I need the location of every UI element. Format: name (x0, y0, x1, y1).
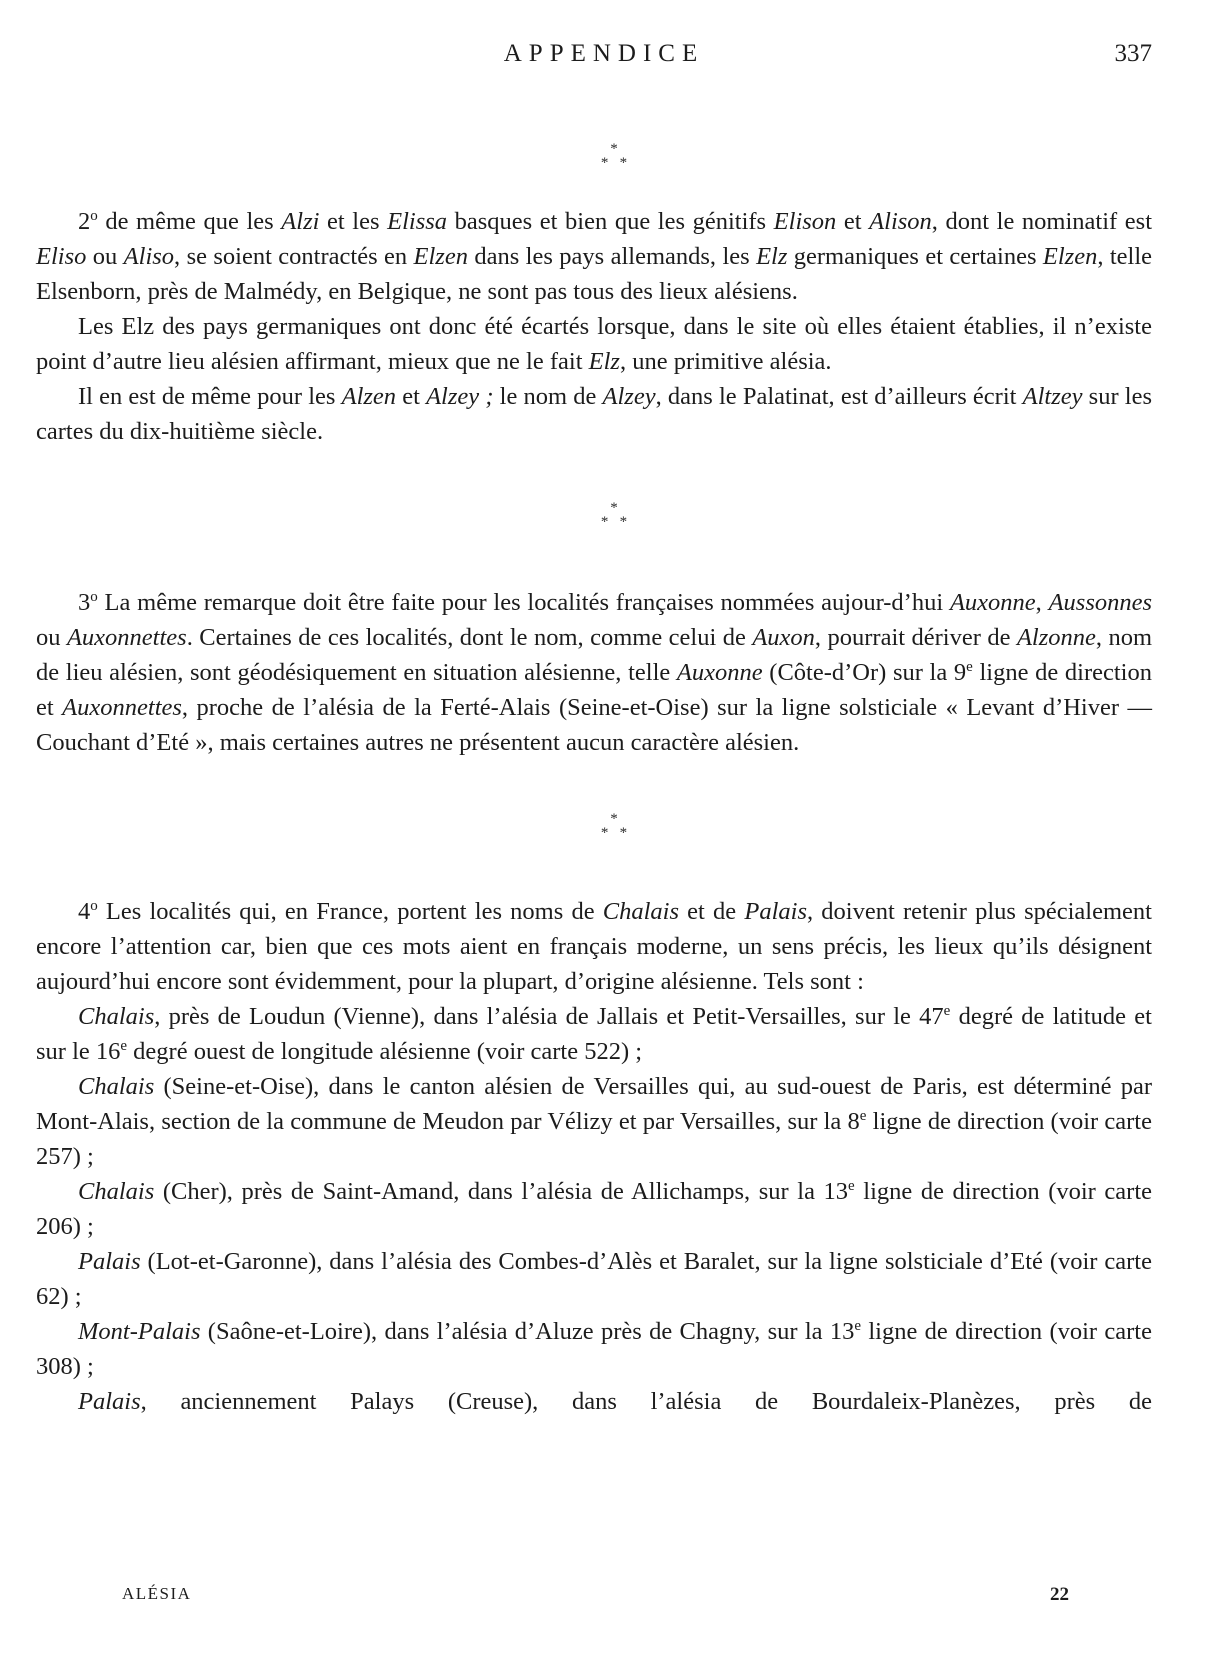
asterism-bottom: * * (600, 825, 628, 841)
asterism-divider (76, 130, 1152, 182)
page-number: 337 (1114, 40, 1152, 67)
paragraph-section-2: 2$^o$ de même que les Alzi et les Elissa basques et bien que les génitifs Elison et Alison, dont le nominatif est Eliso ou Aliso, se soient contractés en Elzen dans les pays allemands, les Elz germaniques et certaines Elzen, telle Elsenborn, près de Malmédy, en Belgique, ne sont pas tous des lieux alésiens. (36, 208, 1153, 305)
list-item: Palais (Lot-et-Garonne), dans l’alésia des Combes-d’Alès et Baralet, sur la ligne solsticiale d’Eté (voir carte 62) ; (36, 1248, 1152, 1310)
asterism-divider (76, 489, 1152, 541)
signature-mark: ALÉSIA (122, 1584, 192, 1603)
asterism-top: * (610, 141, 618, 157)
running-head (0, 40, 1208, 80)
list-item: Palais, anciennement Palays (Creuse), dans l’alésia de Bourdaleix-Planèzes, près de (78, 1388, 1152, 1415)
list-item: Chalais (Cher), près de Saint-Amand, dans l’alésia de Allichamps, sur la 13e ligne de direction (voir carte 206) ; (36, 1178, 1153, 1240)
list-item: Mont-Palais (Saône-et-Loire), dans l’alésia d’Aluze près de Chagny, sur la 13e ligne de direction (voir carte 308) ; (36, 1318, 1152, 1380)
asterism-top: * (610, 500, 618, 516)
paragraph-section-4: 4$^o$ Les localités qui, en France, portent les noms de Chalais et de Palais, doivent retenir plus spécialement encore l’attention car, bien que ces mots aient en français moderne, un sens précis, les lieux qu’ils désignent aujourd’hui encore sont évidemment, pour la plupart, d’origine alésienne. Tels sont : (36, 898, 1152, 995)
asterism-bottom: * * (600, 514, 628, 530)
list-item: Chalais (Seine-et-Oise), dans le canton alésien de Versailles qui, au sud-ouest de Paris, est déterminé par Mont-Alais, section de la commune de Meudon par Vélizy et par Versailles, sur la 8e ligne de direction (voir carte 257) ; (36, 1073, 1152, 1170)
asterism-divider (76, 800, 1152, 852)
body-text (36, 130, 1152, 1419)
list-item: Chalais, près de Loudun (Vienne), dans l’alésia de Jallais et Petit-Versailles, sur le 47e degré de latitude et sur le 16e degré ouest de longitude alésienne (voir carte 522) ; (36, 1003, 1152, 1065)
signature-number: 22 (1050, 1584, 1069, 1605)
paragraph-section-3: 3$^o$ La même remarque doit être faite pour les localités françaises nommées aujour-d’hui Auxonne, Aussonnes ou Auxonnettes. Certaines de ces localités, dont le nom, comme celui de Auxon, pourrait dériver de Alzonne, nom de lieu alésien, sont géodésiquement en situation alésienne, telle Auxonne (Côte-d’Or) sur la 9e ligne de direction et Auxonnettes, proche de l’alésia de la Ferté-Alais (Seine-et-Oise) sur la ligne solsticiale « Levant d’Hiver — Couchant d’Eté », mais certaines autres ne présentent aucun caractère alésien. (36, 589, 1153, 756)
running-title: APPENDICE (503, 40, 705, 67)
asterism-bottom: * * (600, 155, 628, 171)
paragraph-alzey: Il en est de même pour les Alzen et Alzey ; le nom de Alzey, dans le Palatinat, est d’ailleurs écrit Altzey sur les cartes du dix-huitième siècle. (36, 383, 1153, 445)
asterism-top: * (610, 811, 618, 827)
paragraph-elz: Les Elz des pays germaniques ont donc été écartés lorsque, dans le site où elles étaient établies, il n’existe point d’autre lieu alésien affirmant, mieux que ne le fait Elz, une primitive alésia. (36, 313, 1152, 375)
